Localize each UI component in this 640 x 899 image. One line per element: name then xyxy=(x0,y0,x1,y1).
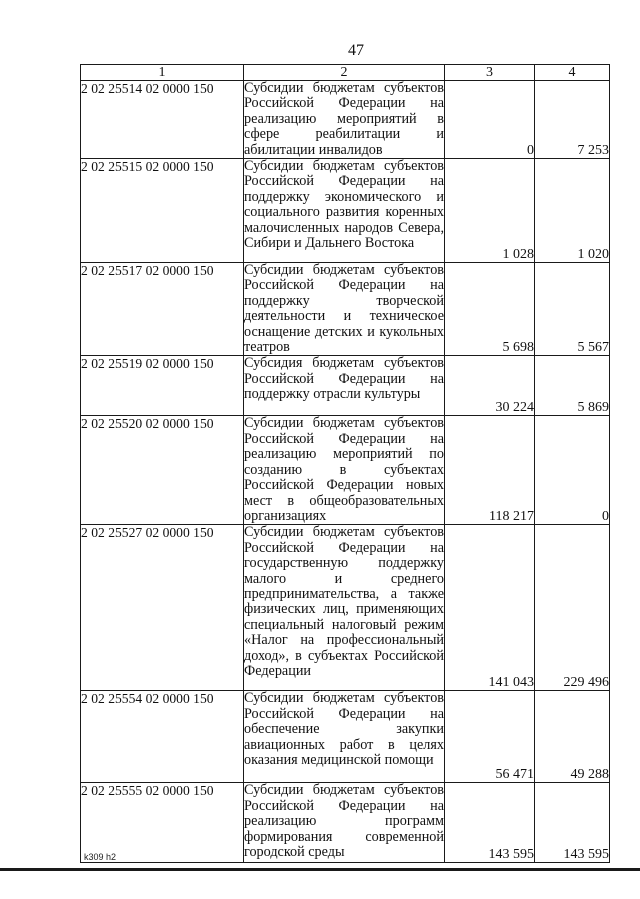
row-code: 2 02 25514 02 0000 150 xyxy=(81,81,244,159)
row-col3-value: 5 698 xyxy=(445,263,535,356)
row-code: 2 02 25527 02 0000 150 xyxy=(81,525,244,691)
table-row xyxy=(81,691,610,783)
page-number: 47 xyxy=(348,42,364,59)
row-col3-value: 141 043 xyxy=(445,525,535,691)
row-description: Субсидии бюджетам субъектов Российской Федерации на обеспечение закупки авиационных работ в целях оказания медицинской помощи xyxy=(244,691,445,783)
table-row xyxy=(81,525,610,691)
row-description: Субсидии бюджетам субъектов Российской Федерации на реализацию мероприятий в сфере реабилитации и абилитации инвалидов xyxy=(244,80,444,158)
row-col4-value: 5 567 xyxy=(535,263,610,356)
row-code: 2 02 25554 02 0000 150 xyxy=(81,691,244,783)
table-row xyxy=(81,81,610,159)
header-row xyxy=(81,65,610,81)
row-col3-value: 0 xyxy=(445,81,535,159)
row-description: Субсидии бюджетам субъектов Российской Федерации на государственную поддержку малого и среднего предпринимательства, а также физических лиц, применяющих специальный налоговый режим «Налог на профессиональный доход», в субъектах Российской Федерации xyxy=(244,525,445,691)
row-col4-value: 5 869 xyxy=(535,356,610,416)
row-col3-value: 30 224 xyxy=(445,356,535,416)
row-col4-value: 7 253 xyxy=(535,81,610,159)
row-col4-value: 49 288 xyxy=(535,691,610,783)
row-description: Субсидии бюджетам субъектов Российской Федерации на реализацию программ формирования современной городской среды xyxy=(244,783,445,863)
scan-edge-line xyxy=(0,868,640,871)
row-description: Субсидии бюджетам субъектов Российской Федерации на поддержку творческой деятельности и техническое оснащение детских и кукольных театров xyxy=(244,262,444,356)
budget-table xyxy=(80,64,610,863)
row-description: Субсидия бюджетам субъектов Российской Федерации на поддержку отрасли культуры xyxy=(244,356,445,416)
row-col4-value: 143 595 xyxy=(535,783,610,863)
row-col3-value: 56 471 xyxy=(445,691,535,783)
row-col3-value: 143 595 xyxy=(445,783,535,863)
row-col4-value: 0 xyxy=(535,416,610,525)
header-col-1: 1 xyxy=(81,65,244,81)
row-code: 2 02 25517 02 0000 150 xyxy=(81,263,244,356)
row-code: 2 02 25520 02 0000 150 xyxy=(81,416,244,525)
table-row xyxy=(81,159,610,263)
header-col-4: 4 xyxy=(535,65,610,81)
row-code: 2 02 25515 02 0000 150 xyxy=(81,159,244,263)
row-col4-value: 1 020 xyxy=(535,159,610,263)
row-col4-value: 229 496 xyxy=(535,525,610,691)
row-col3-value: 118 217 xyxy=(445,416,535,525)
row-col3-value: 1 028 xyxy=(445,159,535,263)
row-code: 2 02 25519 02 0000 150 xyxy=(81,356,244,416)
footer-code: k309 h2 xyxy=(84,852,117,862)
table-row xyxy=(81,263,610,356)
header-col-2: 2 xyxy=(244,65,445,81)
row-description: Субсидии бюджетам субъектов Российской Федерации на поддержку экономического и социального развития коренных малочисленных народов Севера, Сибири и Дальнего Востока xyxy=(244,159,445,263)
row-code: 2 02 25555 02 0000 150 xyxy=(81,783,244,863)
table-row xyxy=(81,356,610,416)
table-row xyxy=(81,783,610,863)
table-row xyxy=(81,416,610,525)
row-description: Субсидии бюджетам субъектов Российской Федерации на реализацию мероприятий по созданию в субъектах Российской Федерации новых мест в общеобразовательных организациях xyxy=(244,415,444,524)
header-col-3: 3 xyxy=(445,65,535,81)
